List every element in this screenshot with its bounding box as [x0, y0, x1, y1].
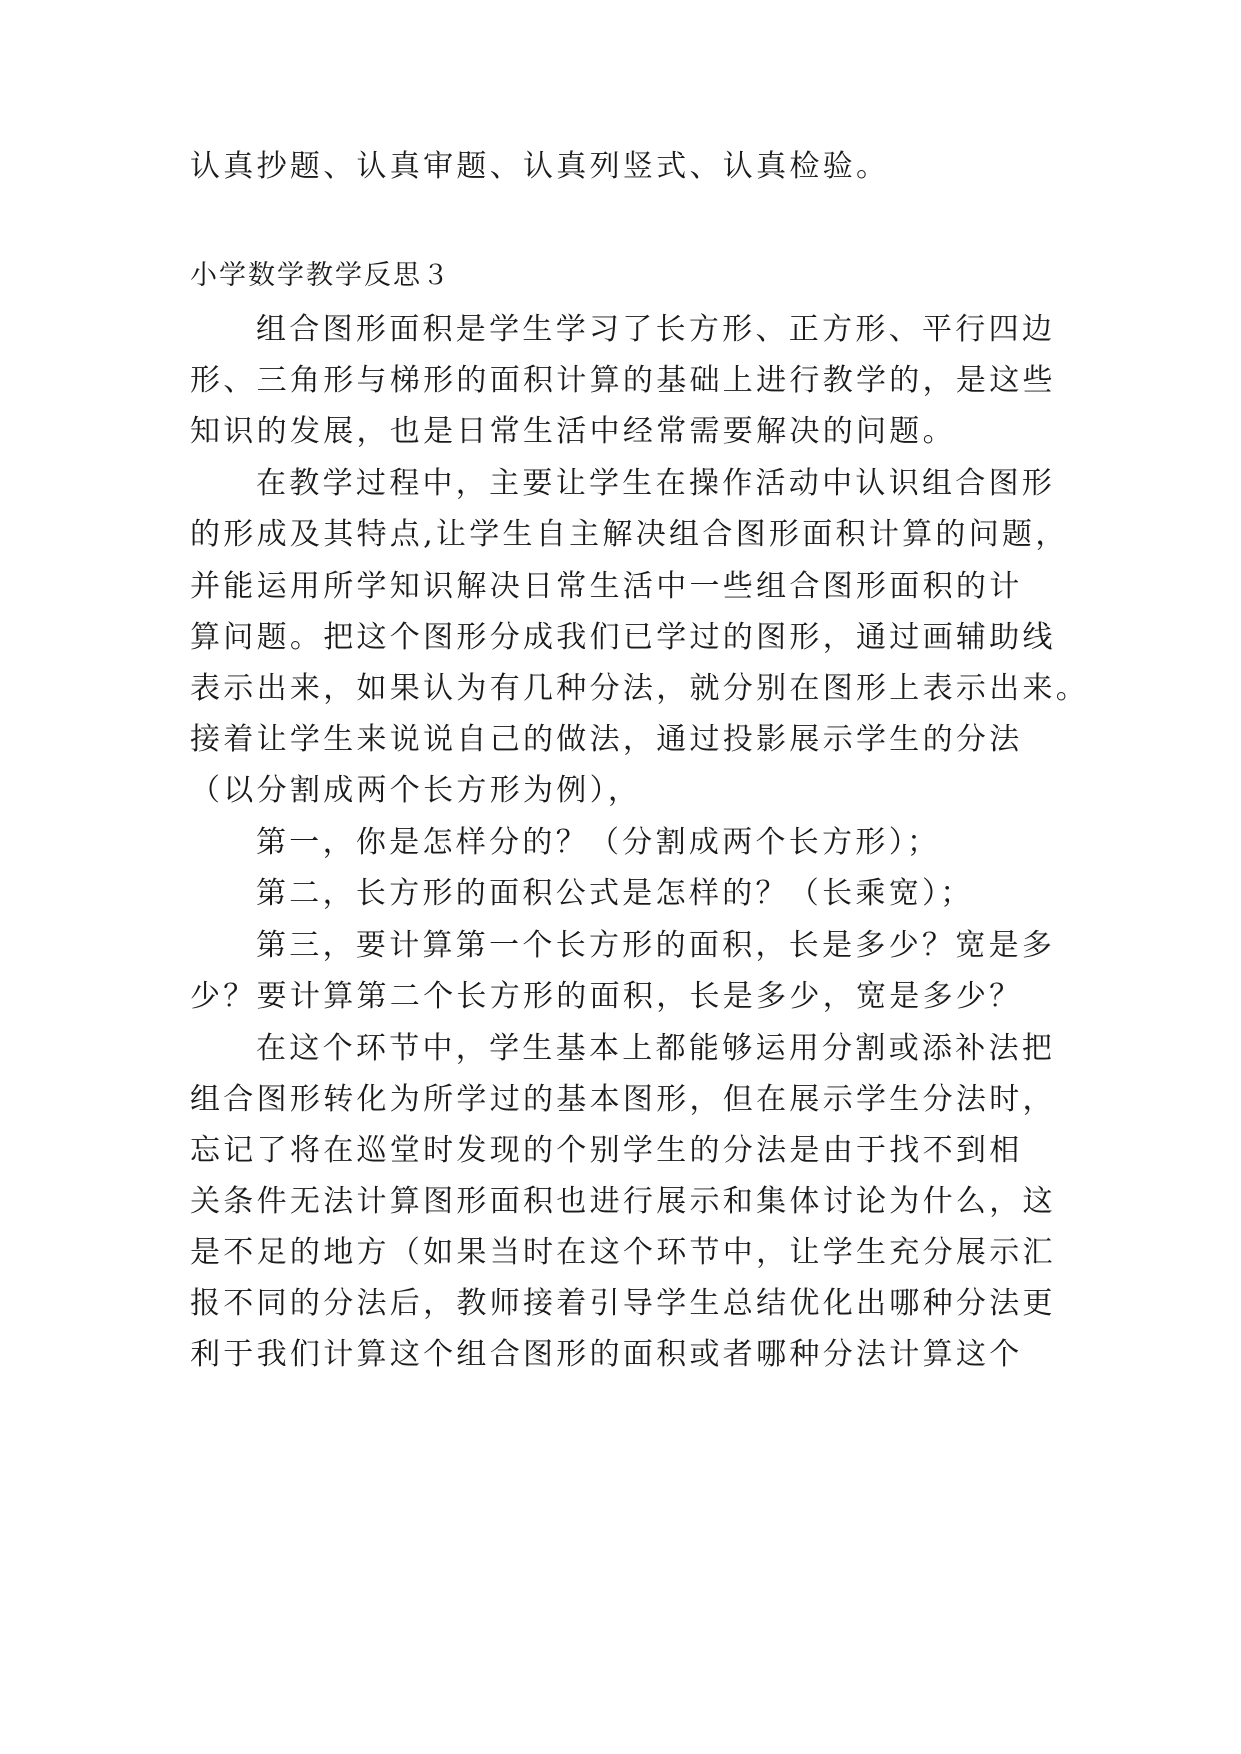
paragraph-line: 第二，长方形的面积公式是怎样的？（长乘宽）； — [256, 876, 974, 911]
paragraph-line: 是不足的地方（如果当时在这个环节中，让学生充分展示汇 — [190, 1235, 1056, 1270]
paragraph-line: 表示出来，如果认为有几种分法，就分别在图形上表示出来。 — [190, 671, 1090, 706]
paragraph-line: 并能运用所学知识解决日常生活中一些组合图形面积的计 — [190, 569, 1023, 604]
paragraph-line: 报不同的分法后，教师接着引导学生总结优化出哪种分法更 — [190, 1286, 1056, 1321]
paragraph-line: （以分割成两个长方形为例）， — [190, 773, 642, 808]
paragraph-line: 形、三角形与梯形的面积计算的基础上进行教学的，是这些 — [190, 363, 1056, 398]
paragraph-line: 接着让学生来说说自己的做法，通过投影展示学生的分法 — [190, 722, 1023, 757]
paragraph-line: 在这个环节中，学生基本上都能够运用分割或添补法把 — [256, 1031, 1056, 1066]
paragraph-line: 在教学过程中，主要让学生在操作活动中认识组合图形 — [256, 466, 1056, 501]
section-title: 小学数学教学反思３ — [190, 260, 451, 291]
paragraph-line: 的形成及其特点,让学生自主解决组合图形面积计算的问题， — [190, 517, 1069, 552]
paragraph-line: 忘记了将在巡堂时发现的个别学生的分法是由于找不到相 — [190, 1133, 1023, 1168]
paragraph-line: 第一，你是怎样分的？（分割成两个长方形）； — [256, 825, 941, 860]
paragraph-line: 关条件无法计算图形面积也进行展示和集体讨论为什么，这 — [190, 1184, 1056, 1219]
paragraph-line: 组合图形转化为所学过的基本图形，但在展示学生分法时， — [190, 1082, 1056, 1117]
paragraph-line: 算问题。把这个图形分成我们已学过的图形，通过画辅助线 — [190, 620, 1056, 655]
paragraph-line: 少？要计算第二个长方形的面积，长是多少，宽是多少？ — [190, 979, 1023, 1014]
paragraph-line: 第三，要计算第一个长方形的面积，长是多少？宽是多 — [256, 928, 1056, 963]
intro-line: 认真抄题、认真审题、认真列竖式、认真检验。 — [190, 149, 890, 184]
paragraph-line: 利于我们计算这个组合图形的面积或者哪种分法计算这个 — [190, 1337, 1023, 1372]
paragraph-line: 组合图形面积是学生学习了长方形、正方形、平行四边 — [256, 312, 1056, 347]
paragraph-line: 知识的发展，也是日常生活中经常需要解决的问题。 — [190, 414, 956, 449]
